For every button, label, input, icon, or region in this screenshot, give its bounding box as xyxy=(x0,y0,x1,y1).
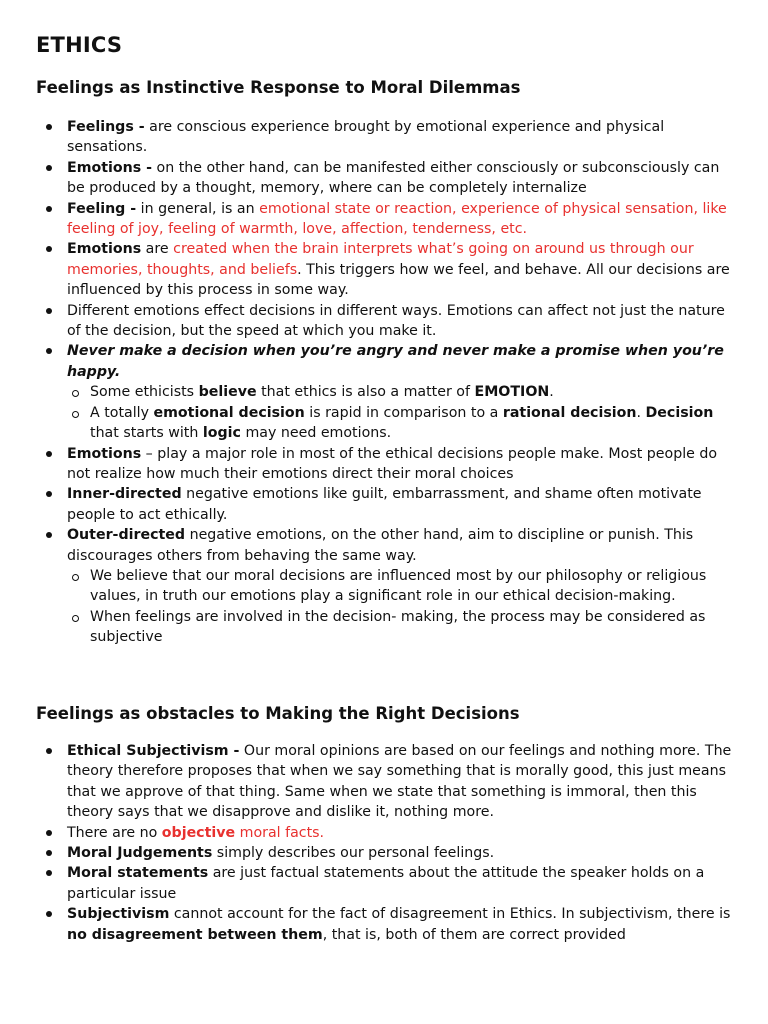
list-item: Ethical Subjectivism - Our moral opinions are based on our feelings and nothing more. The theory therefore proposes that when we say something that is morally good, this just means that we approve of that thing. Same when we state that something is immoral, then this theory says that we disapprove and dislike it, nothing more. xyxy=(0,741,768,823)
circle-bullet-icon xyxy=(72,411,79,418)
bullet-icon xyxy=(46,830,52,836)
document-title: ETHICS xyxy=(36,33,123,57)
bullet-icon xyxy=(46,165,52,171)
list-item: There are no objective moral facts. xyxy=(0,823,768,843)
highlighted-text: moral facts. xyxy=(235,824,325,841)
list-item: Outer-directed negative emotions, on the other hand, aim to discipline or punish. This discourages others from behaving the same way. xyxy=(0,525,768,566)
bullet-icon xyxy=(46,246,52,252)
bullet-icon xyxy=(46,870,52,876)
list-item: Subjectivism cannot account for the fact of disagreement in Ethics. In subjectivism, there is no disagreement between them, that is, both of them are correct provided xyxy=(0,904,768,945)
bullet-list-feelings-obstacles xyxy=(0,741,768,945)
sub-list-item: When feelings are involved in the decision- making, the process may be considered as subjective xyxy=(0,607,768,648)
list-item: Emotions are created when the brain interprets what’s going on around us through our memories, thoughts, and beliefs. This triggers how we feel, and behave. All our decisions are influenced by this process in some way. xyxy=(0,239,768,300)
bullet-list-feelings-instinctive xyxy=(0,117,768,648)
list-item: Different emotions effect decisions in different ways. Emotions can affect not just the nature of the decision, but the speed at which you make it. xyxy=(0,301,768,342)
bullet-icon xyxy=(46,911,52,917)
bullet-icon xyxy=(46,124,52,130)
highlighted-text: objective xyxy=(161,824,236,841)
list-item: Feelings - are conscious experience brought by emotional experience and physical sensations. xyxy=(0,117,768,158)
circle-bullet-icon xyxy=(72,615,79,622)
list-item: Inner-directed negative emotions like guilt, embarrassment, and shame often motivate people to act ethically. xyxy=(0,484,768,525)
bullet-icon xyxy=(46,532,52,538)
list-item: Feeling - in general, is an emotional state or reaction, experience of physical sensation, like feeling of joy, feeling of warmth, love, affection, tenderness, etc. xyxy=(0,199,768,240)
circle-bullet-icon xyxy=(72,574,79,581)
section-heading-feelings-obstacles: Feelings as obstacles to Making the Right Decisions xyxy=(36,704,520,723)
list-item: Emotions – play a major role in most of the ethical decisions people make. Most people do not realize how much their emotions direct their moral choices xyxy=(0,444,768,485)
list-item: Moral statements are just factual statements about the attitude the speaker holds on a particular issue xyxy=(0,863,768,904)
bullet-icon xyxy=(46,850,52,856)
highlighted-text: emotional state or reaction, experience of physical sensation, like feeling of joy, feeling of warmth, love, affection, tenderness, etc. xyxy=(67,200,727,238)
circle-bullet-icon xyxy=(72,390,79,397)
bullet-icon xyxy=(46,451,52,457)
bullet-icon xyxy=(46,748,52,754)
list-item: Emotions - on the other hand, can be manifested either consciously or subconsciously can be produced by a thought, memory, where can be completely internalize xyxy=(0,158,768,199)
section-heading-feelings-instinctive: Feelings as Instinctive Response to Moral Dilemmas xyxy=(36,78,521,97)
bullet-icon xyxy=(46,491,52,497)
sub-list-item: We believe that our moral decisions are influenced most by our philosophy or religious values, in truth our emotions play a significant role in our ethical decision-making. xyxy=(0,566,768,607)
highlighted-text: created when the brain interprets what’s going on around us through our memories, thoughts, and beliefs xyxy=(67,241,694,278)
sub-list-item: A totally emotional decision is rapid in comparison to a rational decision. Decision that starts with logic may need emotions. xyxy=(0,403,768,444)
list-item: Moral Judgements simply describes our personal feelings. xyxy=(0,843,768,863)
list-item: Never make a decision when you’re angry and never make a promise when you’re happy. xyxy=(0,341,768,382)
sub-list-item: Some ethicists believe that ethics is also a matter of EMOTION. xyxy=(0,382,768,402)
bullet-icon xyxy=(46,206,52,212)
bullet-icon xyxy=(46,308,52,314)
bullet-icon xyxy=(46,348,52,354)
